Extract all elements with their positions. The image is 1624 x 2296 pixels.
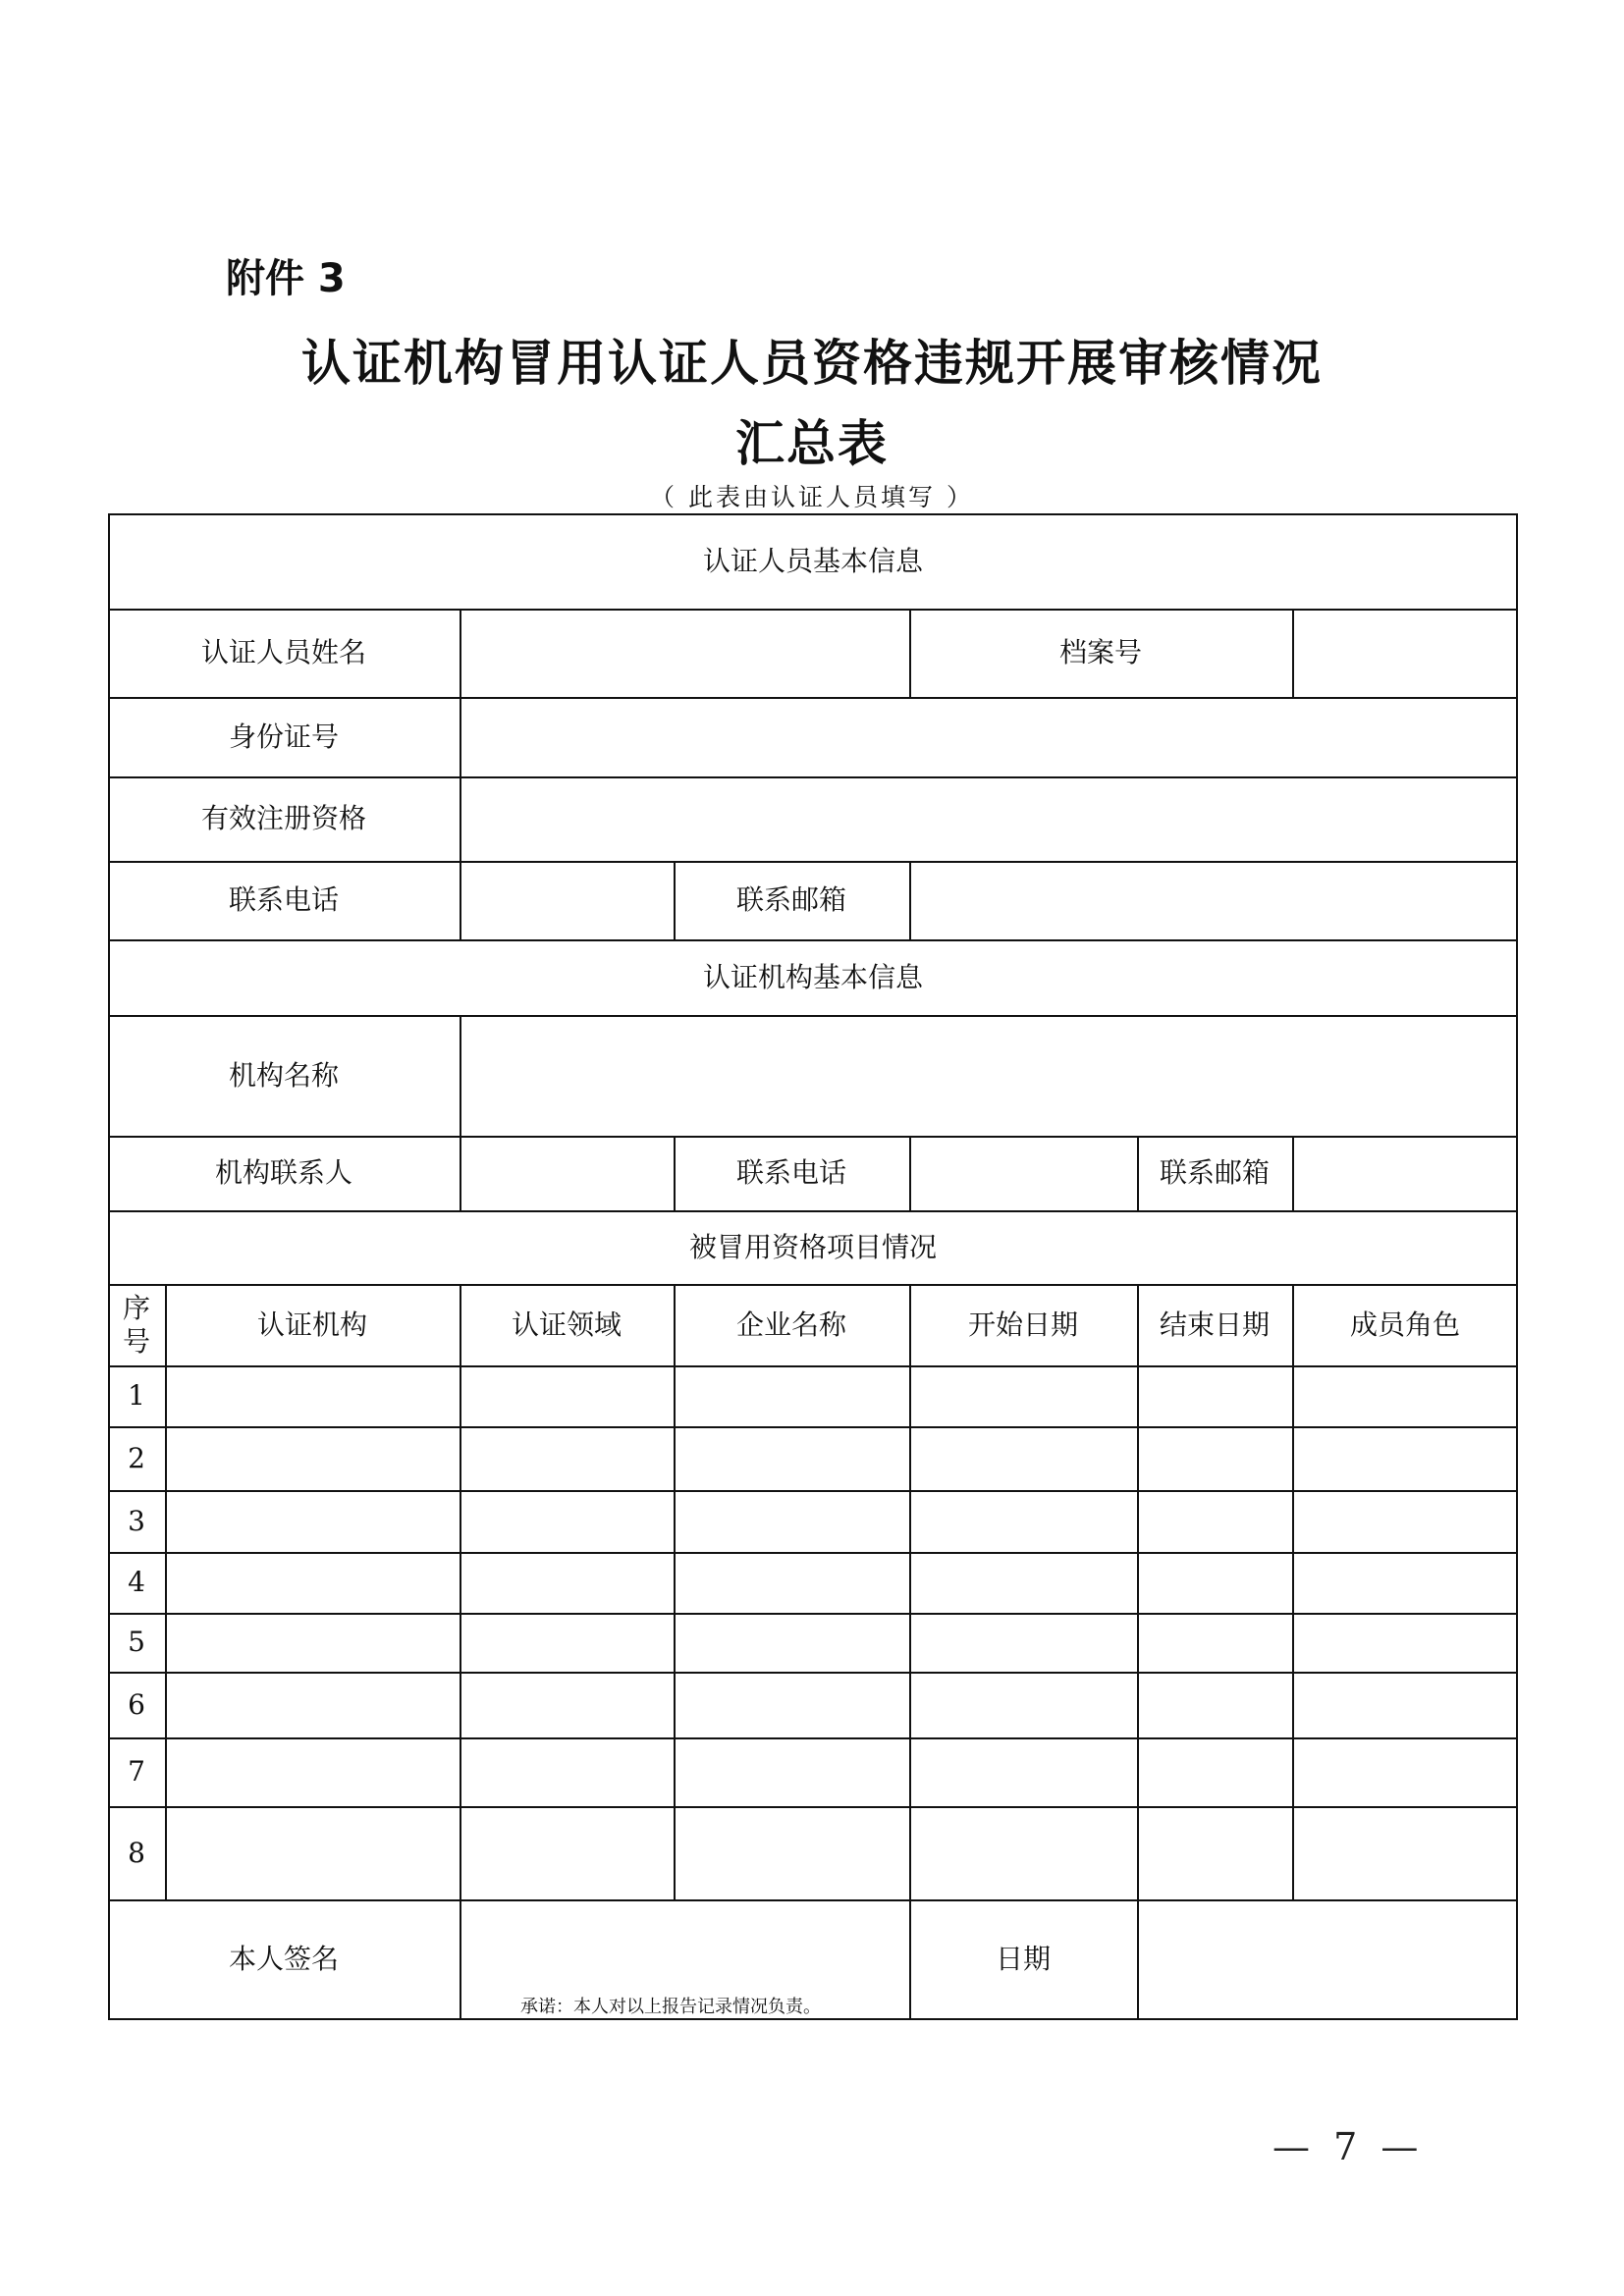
input-signature[interactable] — [461, 1901, 909, 1988]
attachment-label: 附件 3 — [226, 256, 346, 301]
label-org-phone: 联系电话 — [735, 1156, 846, 1190]
input-id-no[interactable] — [461, 699, 1516, 776]
row-number: 8 — [128, 1836, 145, 1869]
input-org-contact[interactable] — [461, 1138, 674, 1210]
section-person-info: 认证人员基本信息 — [702, 544, 923, 577]
header-seq: 序号 — [122, 1291, 150, 1358]
header-cert-body: 认证机构 — [256, 1308, 367, 1341]
header-member-role: 成员角色 — [1349, 1308, 1460, 1341]
document-title-line2: 汇总表 — [735, 414, 889, 472]
header-company: 企业名称 — [735, 1308, 846, 1341]
label-signature: 本人签名 — [228, 1942, 339, 1975]
label-org-contact: 机构联系人 — [214, 1156, 352, 1190]
row-number: 7 — [128, 1755, 145, 1789]
summary-form-table — [108, 513, 1518, 2021]
label-file-no: 档案号 — [1058, 636, 1142, 669]
label-name: 认证人员姓名 — [200, 636, 366, 669]
row-number: 1 — [128, 1379, 145, 1413]
label-phone: 联系电话 — [228, 883, 339, 917]
input-date[interactable] — [1139, 1901, 1516, 2018]
row-number: 6 — [128, 1687, 145, 1721]
row-number: 3 — [128, 1504, 145, 1537]
input-org-email[interactable] — [1294, 1138, 1516, 1210]
row-number: 4 — [128, 1566, 145, 1599]
label-date: 日期 — [995, 1942, 1051, 1975]
section-project-info: 被冒用资格项目情况 — [688, 1230, 937, 1263]
page-number: — 7 — — [1272, 2125, 1425, 2168]
input-email[interactable] — [911, 863, 1516, 939]
label-email: 联系邮箱 — [735, 883, 846, 917]
input-name[interactable] — [461, 611, 909, 697]
label-org-email: 联系邮箱 — [1159, 1156, 1270, 1190]
header-end-date: 结束日期 — [1159, 1308, 1270, 1341]
input-file-no[interactable] — [1294, 611, 1516, 697]
section-org-info: 认证机构基本信息 — [702, 960, 923, 993]
header-start-date: 开始日期 — [967, 1308, 1078, 1341]
label-id-no: 身份证号 — [228, 720, 339, 753]
document-title: 认证机构冒用认证人员资格违规开展审核情况 — [301, 334, 1323, 392]
document-subtitle: （ 此表由认证人员填写 ） — [650, 483, 974, 511]
input-org-phone[interactable] — [911, 1138, 1137, 1210]
input-qualification[interactable] — [461, 778, 1516, 861]
promise-note: 承诺：本人对以上报告记录情况负责。 — [520, 1997, 821, 2017]
input-phone[interactable] — [461, 863, 674, 939]
row-number: 2 — [128, 1441, 145, 1474]
header-cert-field: 认证领域 — [511, 1308, 622, 1341]
label-org-name: 机构名称 — [228, 1058, 339, 1092]
label-qualification: 有效注册资格 — [200, 802, 366, 835]
row-number: 5 — [128, 1626, 145, 1659]
input-org-name[interactable] — [461, 1017, 1516, 1136]
